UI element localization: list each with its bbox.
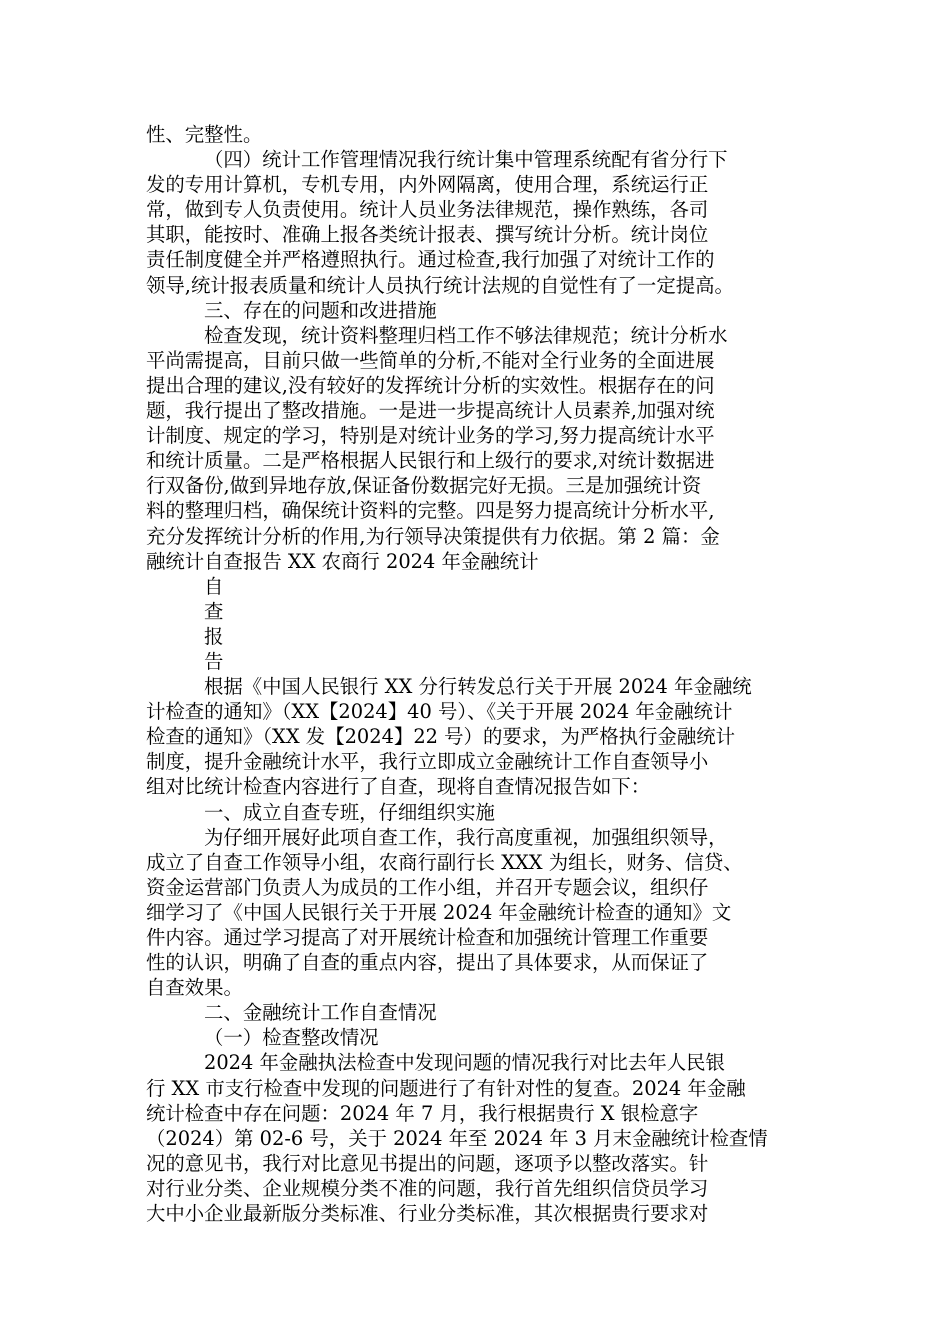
text-line: 性的认识，明确了自查的重点内容，提出了具体要求，从而保证了 [146, 951, 709, 975]
text-line: （2024）第 02-6 号，关于 2024 年至 2024 年 3 月末金融统计检查情 [146, 1126, 768, 1150]
text-line: （四）统计工作管理情况我行统计集中管理系统配有省分行下 [204, 148, 728, 172]
text-line: 常，做到专人负责使用。统计人员业务法律规范，操作熟练，各司 [146, 198, 709, 222]
text-line: 细学习了《中国人民银行关于开展 2024 年金融统计检查的通知》文 [146, 900, 732, 924]
text-line: 2024 年金融执法检查中发现问题的情况我行对比去年人民银 [204, 1051, 725, 1075]
text-line: 根据《中国人民银行 XX 分行转发总行关于开展 2024 年金融统 [204, 675, 752, 699]
text-line: 为仔细开展好此项自查工作，我行高度重视，加强组织领导， [204, 825, 728, 849]
text-line: 平尚需提高，目前只做一些简单的分析,不能对全行业务的全面进展 [146, 348, 715, 372]
text-line: 发的专用计算机，专机专用，内外网隔离，使用合理，系统运行正 [146, 173, 709, 197]
text-line: 成立了自查工作领导小组，农商行副行长 XXX 为组长，财务、信贷、 [146, 850, 743, 874]
text-line: 大中小企业最新版分类标准、行业分类标准，其次根据贵行要求对 [146, 1202, 709, 1226]
text-line: 检查的通知》（XX 发【2024】22 号）的要求，为严格执行金融统计 [146, 725, 736, 749]
text-line: 性、完整性。 [146, 123, 263, 146]
text-line: 二、金融统计工作自查情况 [204, 1001, 437, 1025]
text-line: 和统计质量。二是严格根据人民银行和上级行的要求,对统计数据进 [146, 449, 715, 473]
text-line: 题，我行提出了整改措施。一是进一步提高统计人员素养,加强对统 [146, 399, 715, 423]
text-line: 充分发挥统计分析的作用,为行领导决策提供有力依据。第 2 篇：金 [146, 524, 720, 548]
text-line: 行双备份,做到异地存放,保证备份数据完好无损。三是加强统计资 [146, 474, 702, 498]
text-line: 三、存在的问题和改进措施 [204, 298, 437, 322]
text-line: 况的意见书，我行对比意见书提出的问题，逐项予以整改落实。针 [146, 1151, 709, 1175]
text-line: 料的整理归档，确保统计资料的完整。四是努力提高统计分析水平, [146, 499, 715, 523]
text-line: 报 [204, 624, 224, 648]
text-line: 件内容。通过学习提高了对开展统计检查和加强统计管理工作重要 [146, 926, 709, 949]
text-line: 检查发现，统计资料整理归档工作不够法律规范；统计分析水 [204, 323, 728, 347]
text-line: 计检查的通知》（XX【2024】40 号）、《关于开展 2024 年金融统计 [146, 700, 733, 724]
text-line: 查 [204, 599, 224, 623]
text-line: 告 [204, 649, 224, 673]
text-line: 资金运营部门负责人为成员的工作小组，并召开专题会议，组织仔 [146, 875, 709, 899]
text-line: 对行业分类、企业规模分类不准的问题，我行首先组织信贷员学习 [146, 1176, 709, 1200]
text-line: 统计检查中存在问题：2024 年 7 月，我行根据贵行 X 银检意字 [146, 1101, 699, 1125]
text-line: 一、成立自查专班，仔细组织实施 [204, 800, 495, 824]
text-line: 组对比统计检查内容进行了自查，现将自查情况报告如下： [146, 775, 651, 799]
text-line: 融统计自查报告 XX 农商行 2024 年金融统计 [146, 549, 539, 573]
text-line: 领导,统计报表质量和统计人员执行统计法规的自觉性有了一定提高。 [146, 273, 734, 297]
text-line: 制度，提升金融统计水平，我行立即成立金融统计工作自查领导小 [146, 750, 709, 774]
text-line: 自查效果。 [146, 976, 243, 1000]
text-line: 计制度、规定的学习，特别是对统计业务的学习,努力提高统计水平 [146, 424, 715, 448]
text-line: 责任制度健全并严格遵照执行。通过检查,我行加强了对统计工作的 [146, 248, 715, 272]
text-line: （一）检查整改情况 [204, 1026, 379, 1050]
text-line: 行 XX 市支行检查中发现的问题进行了有针对性的复查。2024 年金融 [146, 1076, 746, 1100]
text-line: 自 [204, 574, 224, 598]
text-line: 提出合理的建议,没有较好的发挥统计分析的实效性。根据存在的问 [146, 373, 715, 397]
document-body [146, 122, 808, 1226]
text-line: 其职，能按时、准确上报各类统计报表、撰写统计分析。统计岗位 [146, 223, 709, 247]
